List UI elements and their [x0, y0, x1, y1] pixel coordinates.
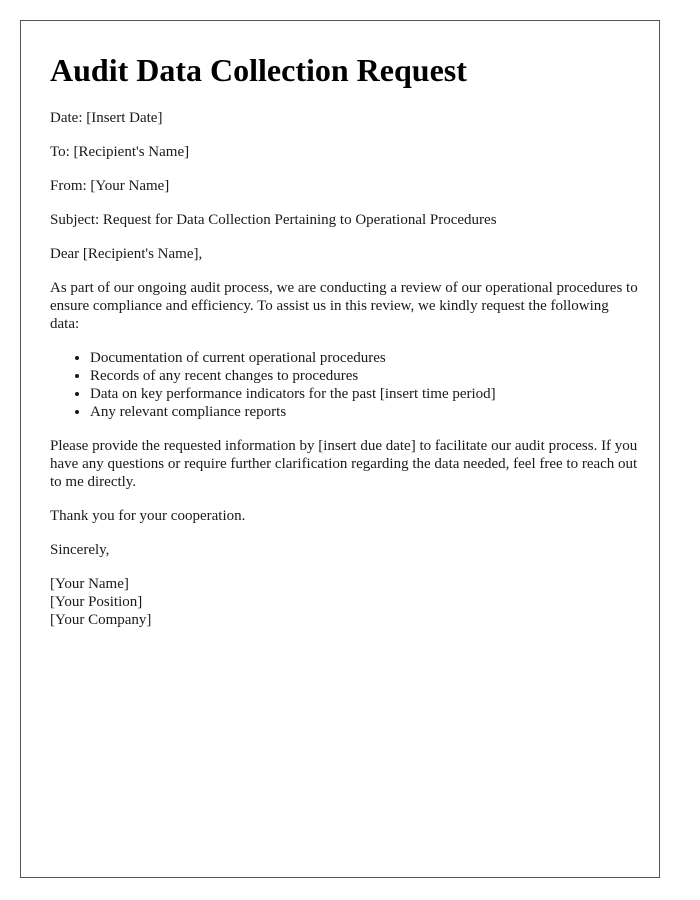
closing-paragraph: Please provide the requested information by [insert due date] to facilitate our audit process. If you have any questions or require further clarification regarding the data needed, feel free to reach out to me directly. [50, 438, 638, 490]
list-item: • Any relevant compliance reports [90, 403, 640, 421]
letter-content [50, 51, 640, 629]
letter-title: Audit Data Collection Request [50, 52, 467, 88]
to-line: To: [Recipient's Name] [50, 144, 190, 160]
from-line: From: [Your Name] [50, 178, 170, 194]
list-item: • Documentation of current operational procedures [90, 349, 640, 367]
list-item: • Records of any recent changes to procedures [90, 367, 640, 385]
thanks-line: Thank you for your cooperation. [50, 508, 246, 524]
signature-block [50, 575, 640, 629]
subject-line: Subject: Request for Data Collection Pertaining to Operational Procedures [50, 212, 497, 228]
signature-company: [Your Company] [50, 612, 152, 628]
signature-name: [Your Name] [50, 576, 129, 592]
requested-data-list [50, 349, 640, 421]
letter-page [20, 20, 660, 878]
list-item: • Data on key performance indicators for the past [insert time period] [90, 385, 640, 403]
greeting: Dear [Recipient's Name], [50, 246, 203, 262]
signature-position: [Your Position] [50, 594, 143, 610]
sign-off: Sincerely, [50, 542, 110, 558]
date-line: Date: [Insert Date] [50, 110, 163, 126]
intro-paragraph: As part of our ongoing audit process, we are conducting a review of our operational procedures to ensure compliance and efficiency. To assist us in this review, we kindly request the following data: [50, 280, 638, 332]
